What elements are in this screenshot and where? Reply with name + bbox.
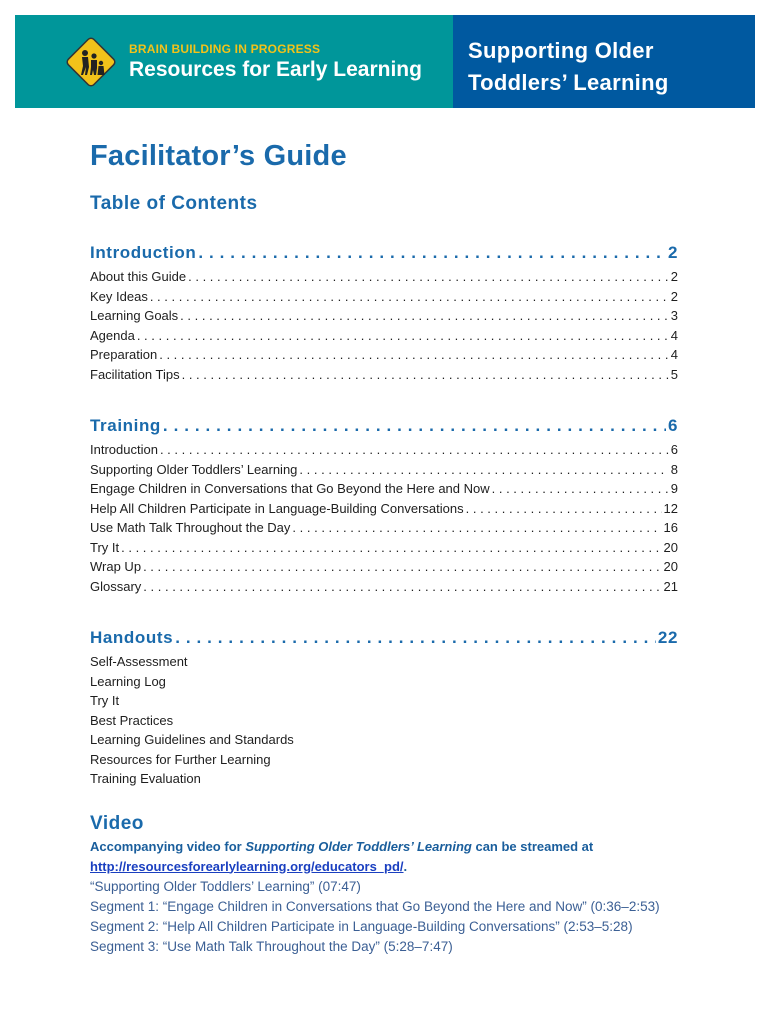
toc-title: Table of Contents (90, 193, 258, 214)
handout-item: Try It (90, 693, 120, 708)
toc-section (90, 626, 678, 789)
toc-entry[interactable]: Introduction . . . 6 (90, 440, 678, 460)
video-segment: Segment 2: “Help All Children Participate in Language-Building Conversations” (2:53–5:28) (90, 918, 633, 934)
logo-tagline: BRAIN BUILDING IN PROGRESS (129, 41, 321, 56)
toc-entry[interactable]: Agenda . . . 4 (90, 326, 678, 346)
guide-title-banner (453, 15, 755, 108)
toc-entry[interactable]: Help All Children Participate in Language-Building Conversations . . . 12 (90, 499, 678, 519)
toc-entry[interactable]: Use Math Talk Throughout the Day . . . 16 (90, 518, 678, 538)
header-banner (15, 15, 755, 108)
children-crossing-sign-icon (63, 34, 119, 90)
toc-entry[interactable]: About this Guide . . . 2 (90, 267, 678, 287)
toc-entry[interactable]: Engage Children in Conversations that Go Beyond the Here and Now . . . 9 (90, 479, 678, 499)
handout-item: Best Practices (90, 712, 174, 728)
video-section (90, 813, 678, 957)
document-title: Facilitator’s Guide (90, 140, 347, 172)
logo-title: Resources for Early Learning (129, 57, 422, 81)
video-link[interactable]: http://resourcesforearlylearning.org/educators_pd/ (90, 858, 404, 874)
toc-section-heading[interactable]: Training . . . 6 (90, 414, 678, 438)
toc-section-heading[interactable]: Introduction . . . 2 (90, 241, 678, 265)
toc-entry[interactable]: Key Ideas . . . 2 (90, 287, 678, 307)
banner-title-line2: Toddlers’ Learning (468, 70, 669, 95)
handout-item: Resources for Further Learning (90, 751, 271, 767)
toc-entry[interactable]: Facilitation Tips . . . 5 (90, 365, 678, 385)
handout-item: Training Evaluation (90, 771, 201, 786)
video-intro: Accompanying video for Supporting Older Toddlers’ Learning can be streamed at http://resourcesforearlylearning.org/educators_pd/. (90, 838, 594, 874)
toc-entry[interactable]: Learning Goals . . . 3 (90, 306, 678, 326)
toc-entry[interactable]: Preparation . . . 4 (90, 345, 678, 365)
banner-title-line1: Supporting Older (468, 38, 654, 63)
video-title: Video (90, 812, 144, 834)
handout-item: Learning Guidelines and Standards (90, 732, 294, 747)
handout-item: Self-Assessment (90, 654, 188, 669)
toc-entry[interactable]: Glossary . . . 21 (90, 577, 678, 597)
toc-entry[interactable]: Try It . . . 20 (90, 538, 678, 558)
video-segment: Segment 1: “Engage Children in Conversations that Go Beyond the Here and Now” (0:36–2:53) (90, 898, 660, 914)
toc-entry[interactable]: Supporting Older Toddlers’ Learning . . . 8 (90, 460, 678, 480)
toc-section-heading[interactable]: Handouts . . . 22 (90, 626, 678, 650)
toc-section (90, 414, 678, 596)
toc-section (90, 241, 678, 384)
toc-entry[interactable]: Wrap Up . . . 20 (90, 557, 678, 577)
handout-item: Learning Log (90, 673, 166, 689)
table-of-contents (90, 241, 678, 789)
logo (15, 15, 453, 108)
video-segment: Segment 3: “Use Math Talk Throughout the Day” (5:28–7:47) (90, 938, 453, 954)
video-segment: “Supporting Older Toddlers’ Learning” (07:47) (90, 878, 361, 894)
